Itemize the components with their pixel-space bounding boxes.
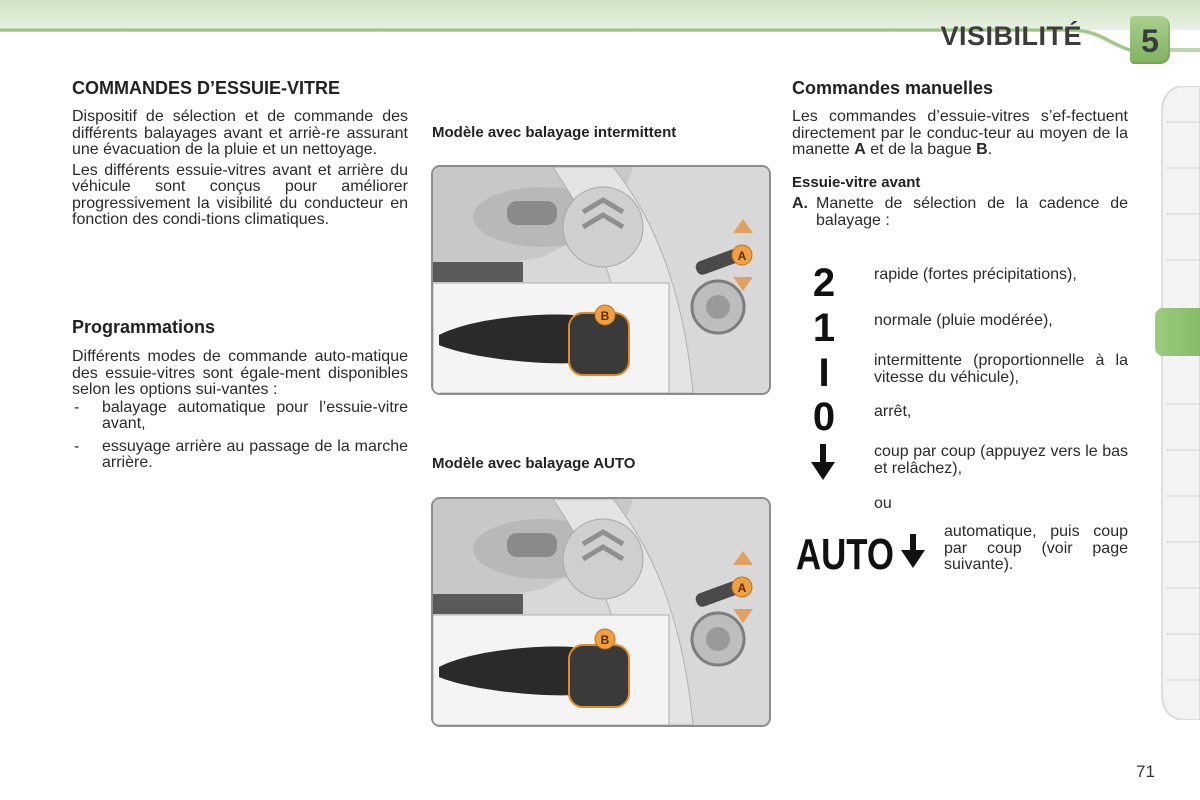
auto-symbol bbox=[794, 530, 934, 574]
position-text-single-wipe: coup par coup (appuyez vers le bas et relâchez), bbox=[874, 443, 1128, 477]
item-a: A. Manette de sélection de la cadence de balayage : bbox=[792, 195, 1128, 229]
programming-block bbox=[72, 317, 408, 472]
manual-controls-intro: Les commandes d’essuie-vitres s’ef-fectuent directement par le conduc-teur au moyen de la manette A et de la bague B. bbox=[792, 108, 1128, 158]
programming-text: Différents modes de commande auto-matique des essuie-vitres sont égale-ment disponibles selon les options sui-vantes : bbox=[72, 348, 408, 398]
position-text-2: rapide (fortes précipitations), bbox=[874, 266, 1077, 283]
position-text-1: normale (pluie modérée), bbox=[874, 312, 1053, 329]
speed-1-symbol bbox=[806, 307, 842, 347]
position-text-off: arrêt, bbox=[874, 403, 912, 420]
intermittent-symbol bbox=[806, 352, 842, 392]
chapter-badge: 5 bbox=[1130, 16, 1170, 64]
auto-text: automatique, puis coup par coup (voir page suivante). bbox=[944, 523, 1128, 573]
right-column bbox=[792, 78, 1128, 229]
figure-caption-intermittent: Modèle avec balayage intermittent bbox=[432, 124, 677, 141]
figure-label-b: B bbox=[600, 633, 610, 647]
svg-text:2: 2 bbox=[812, 262, 836, 302]
manual-controls-heading: Commandes manuelles bbox=[792, 78, 994, 98]
chapter-tab-active[interactable] bbox=[1155, 308, 1200, 356]
figure-label-b: B bbox=[600, 309, 610, 323]
list-item: - balayage automatique pour l’essuie-vitre avant, bbox=[72, 400, 408, 433]
programming-heading: Programmations bbox=[72, 317, 216, 337]
section-heading: COMMANDES D’ESSUIE-VITRE bbox=[72, 78, 341, 98]
speed-2-symbol bbox=[806, 262, 842, 302]
left-column bbox=[72, 78, 408, 229]
list-item: - essuyage arrière au passage de la marche arrière. bbox=[72, 439, 408, 472]
front-wiper-heading: Essuie-vitre avant bbox=[792, 173, 921, 191]
section-title: VISIBILITÉ bbox=[940, 21, 1082, 51]
arrow-down-icon bbox=[810, 444, 836, 482]
figure-caption-auto: Modèle avec balayage AUTO bbox=[432, 455, 636, 472]
figure-label-a: A bbox=[737, 581, 747, 595]
stalk-figure-auto bbox=[431, 497, 771, 727]
chapter-tab-strip bbox=[1160, 86, 1200, 720]
svg-text:0: 0 bbox=[812, 396, 836, 436]
off-symbol bbox=[806, 396, 842, 436]
svg-text:I: I bbox=[818, 352, 830, 392]
page-number: 71 bbox=[1136, 762, 1155, 781]
intro-paragraph: Dispositif de sélection et de commande des différents balayages avant et arriè-re assurant une évacuation de la pluie et un nettoyage. bbox=[72, 108, 408, 158]
intro-paragraph-2: Les différents essuie-vitres avant et arrière du véhicule sont conçus pour améliorer progressivement la visibilité du conducteur en fonction des condi-tions climatiques. bbox=[72, 161, 408, 228]
svg-text:1: 1 bbox=[812, 307, 836, 347]
figure-label-a: A bbox=[737, 249, 747, 263]
svg-text:AUTO: AUTO bbox=[796, 530, 894, 574]
or-text: ou bbox=[874, 495, 892, 512]
position-text-intermittent: intermittente (proportionnelle à la vitesse du véhicule), bbox=[874, 352, 1128, 386]
options-list bbox=[72, 400, 408, 472]
stalk-figure-intermittent bbox=[431, 165, 771, 395]
